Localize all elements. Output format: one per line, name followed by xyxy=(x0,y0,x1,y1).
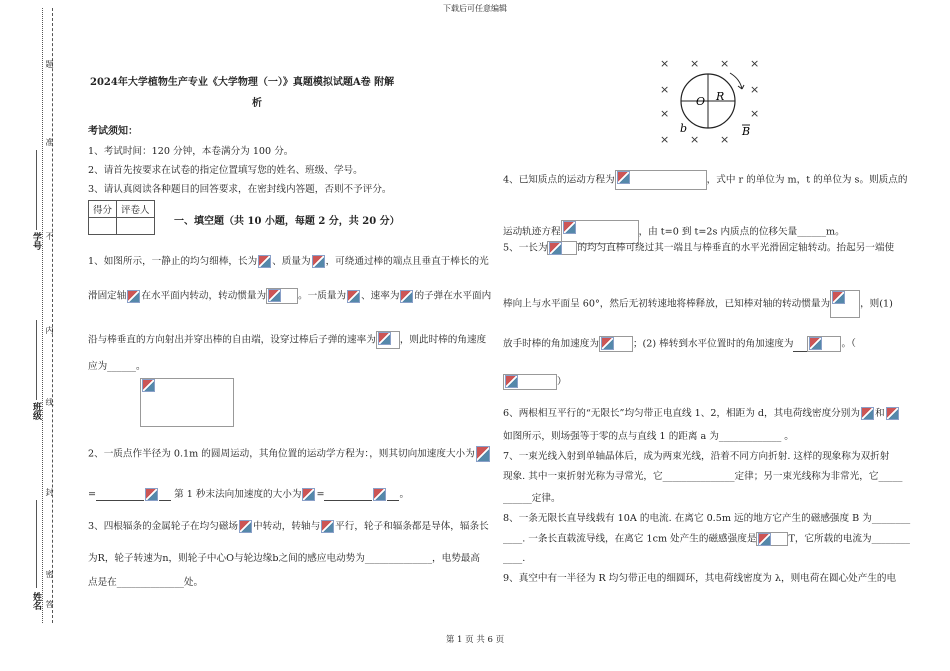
formula-image xyxy=(615,170,707,190)
cross-mark: × xyxy=(720,133,730,145)
seal-char: 内 xyxy=(45,326,54,334)
q8-line2: ____. 一条长直载流导线，在离它 1cm 处产生的磁感强度是 T，它所载的电流为________ xyxy=(503,533,910,545)
formula-image xyxy=(376,331,400,349)
cross-mark: × xyxy=(750,57,760,70)
section-title: 一、填空题（共 10 小题，每题 2 分，共 20 分） xyxy=(174,216,400,227)
seal-char: 不 xyxy=(45,232,54,240)
formula-image xyxy=(547,241,577,255)
label-o: O xyxy=(696,95,706,108)
label-b: b xyxy=(680,122,688,135)
cross-mark: × xyxy=(660,107,670,120)
q1-figure-image xyxy=(140,378,234,427)
q7-line1: 7、一束光线入射到单轴晶体后，成为两束光线，沿着不同方向折射. 这样的现象称为双折射 xyxy=(503,451,890,462)
notice-item: 3、请认真阅读各种题目的回答要求，在密封线内答题，否则不予评分。 xyxy=(88,184,392,195)
q7-line2: 现象. 其中一束折射光称为寻常光，它_______________定律；另一束光线称为非常光，它_____ xyxy=(503,471,903,482)
q9-line1: 9、真空中有一半径为 R 均匀带正电的细圆环，其电荷线密度为 λ，则电荷在圆心处产生的电 xyxy=(503,573,897,584)
exam-title-cont: 析 xyxy=(252,98,262,109)
formula-image xyxy=(503,374,557,390)
score-cell: 得分 xyxy=(89,201,117,218)
formula-image xyxy=(476,446,490,462)
formula-image xyxy=(886,407,899,420)
class-label: 班级 xyxy=(31,402,41,420)
q6-line2: 如图所示，则场强等于零的点与直线 1 的距离 a 为_____________ 。 xyxy=(503,431,794,442)
q5-line4: ） xyxy=(503,374,567,390)
name-label: 姓名 xyxy=(31,592,41,610)
notice-item: 2、请首先按要求在试卷的指定位置填写您的姓名、班级、学号。 xyxy=(88,165,363,176)
q2-line2: = 第 1 秒末法向加速度的大小为 = 。 xyxy=(88,489,410,500)
label-field: B xyxy=(742,125,751,138)
q7-line3: ______定律。 xyxy=(503,493,561,504)
student-id-label: 学号 xyxy=(31,232,41,250)
header-note: 下载后可任意编辑 xyxy=(443,4,507,13)
formula-image xyxy=(127,290,140,303)
seal-char: 题 xyxy=(45,60,54,68)
q3-line1: 3、四根辐条的金属轮子在均匀磁场 中转动，转轴与 平行，轮子和辐条都是导体，辐条长 xyxy=(88,521,489,532)
formula-image xyxy=(321,520,334,533)
formula-image xyxy=(239,520,252,533)
notice-item: 1、考试时间：120 分钟，本卷满分为 100 分。 xyxy=(88,146,294,157)
q2-line1: 2、一质点作半径为 0.1m 的圆周运动，其角位置的运动学方程为：，则其切向加速度大小为 xyxy=(88,446,491,462)
cross-mark: × xyxy=(660,83,670,96)
cross-mark: × xyxy=(690,57,700,70)
formula-image xyxy=(312,255,325,268)
q4-line1: 4、已知质点的运动方程为 ，式中 r 的单位为 m，t 的单位为 s。则质点的 xyxy=(503,170,907,190)
q5-line1: 5、一长为 的均匀直棒可绕过其一端且与棒垂直的水平光滑固定轴转动。抬起另一端使 xyxy=(503,242,895,254)
q5-line3: 放手时棒的角加速度为 ；(2) 棒转到水平位置时的角加速度为 。（ xyxy=(503,336,856,352)
formula-image xyxy=(599,336,633,352)
formula-image xyxy=(756,532,788,546)
seal-char: 准 xyxy=(45,138,54,146)
q8-line3: ____. xyxy=(503,553,526,564)
page-footer: 第 1 页 共 6 页 xyxy=(445,635,505,645)
notice-heading: 考试须知： xyxy=(88,126,138,137)
seal-char: 密 xyxy=(45,570,54,578)
formula-image xyxy=(302,488,315,501)
grader-cell: 评卷人 xyxy=(117,201,155,218)
q3-line3: 点是在______________处。 xyxy=(88,577,204,588)
cross-mark: × xyxy=(660,133,670,145)
cross-mark: × xyxy=(720,57,730,70)
q1-line4: 应为______。 xyxy=(88,361,146,372)
cross-mark: × xyxy=(750,107,760,120)
formula-image xyxy=(266,288,298,304)
score-table xyxy=(88,200,155,235)
formula-image xyxy=(861,407,874,420)
q3-line2: 为R，轮子转速为n，则轮子中心O与轮边缘b之间的感应电动势为______________，电势最高 xyxy=(88,553,480,564)
seal-char: 封 xyxy=(45,488,54,496)
cross-mark: × xyxy=(660,57,670,70)
formula-image xyxy=(807,336,841,352)
q1-line3: 沿与棒垂直的方向射出并穿出棒的自由端，设穿过棒后子弹的速率为 ，则此时棒的角速度 xyxy=(88,331,486,349)
q1-line1: 1、如图所示，一静止的均匀细棒，长为 、质量为 ，可绕通过棒的端点且垂直于棒长的光 xyxy=(88,256,489,267)
cross-mark: × xyxy=(750,83,760,96)
formula-image xyxy=(373,488,386,501)
q6-line1: 6、两根相互平行的“无限长”均匀带正电直线 1、2，相距为 d，其电荷线密度分别为 和 xyxy=(503,407,900,420)
q5-line2: 棒向上与水平面呈 60°，然后无初转速地将棒释放，已知棒对轴的转动惯量为 ，则(1) xyxy=(503,290,893,318)
formula-image xyxy=(830,290,860,318)
formula-image xyxy=(145,488,158,501)
q8-line1: 8、一条无限长直导线载有 10A 的电流. 在离它 0.5m 远的地方它产生的磁感强度 B 为________ xyxy=(503,513,911,524)
q4-line2: 运动轨迹方程 ，由 t=0 到 t=2s 内质点的位移矢量______m。 xyxy=(503,220,845,244)
formula-image xyxy=(400,290,413,303)
q1-line2: 滑固定轴 在水平面内转动，转动惯量为 。一质量为 、速率为 的子弹在水平面内 xyxy=(88,288,491,304)
formula-image xyxy=(347,290,360,303)
exam-title: 2024年大学植物生产专业《大学物理（一）》真题模拟试题A卷 附解 xyxy=(90,77,395,88)
magnetic-field-figure xyxy=(650,55,770,145)
seal-char: 答 xyxy=(45,600,54,608)
formula-image xyxy=(258,255,271,268)
seal-char: 线 xyxy=(45,398,54,406)
cross-mark: × xyxy=(690,133,700,145)
label-r: R xyxy=(716,90,725,103)
